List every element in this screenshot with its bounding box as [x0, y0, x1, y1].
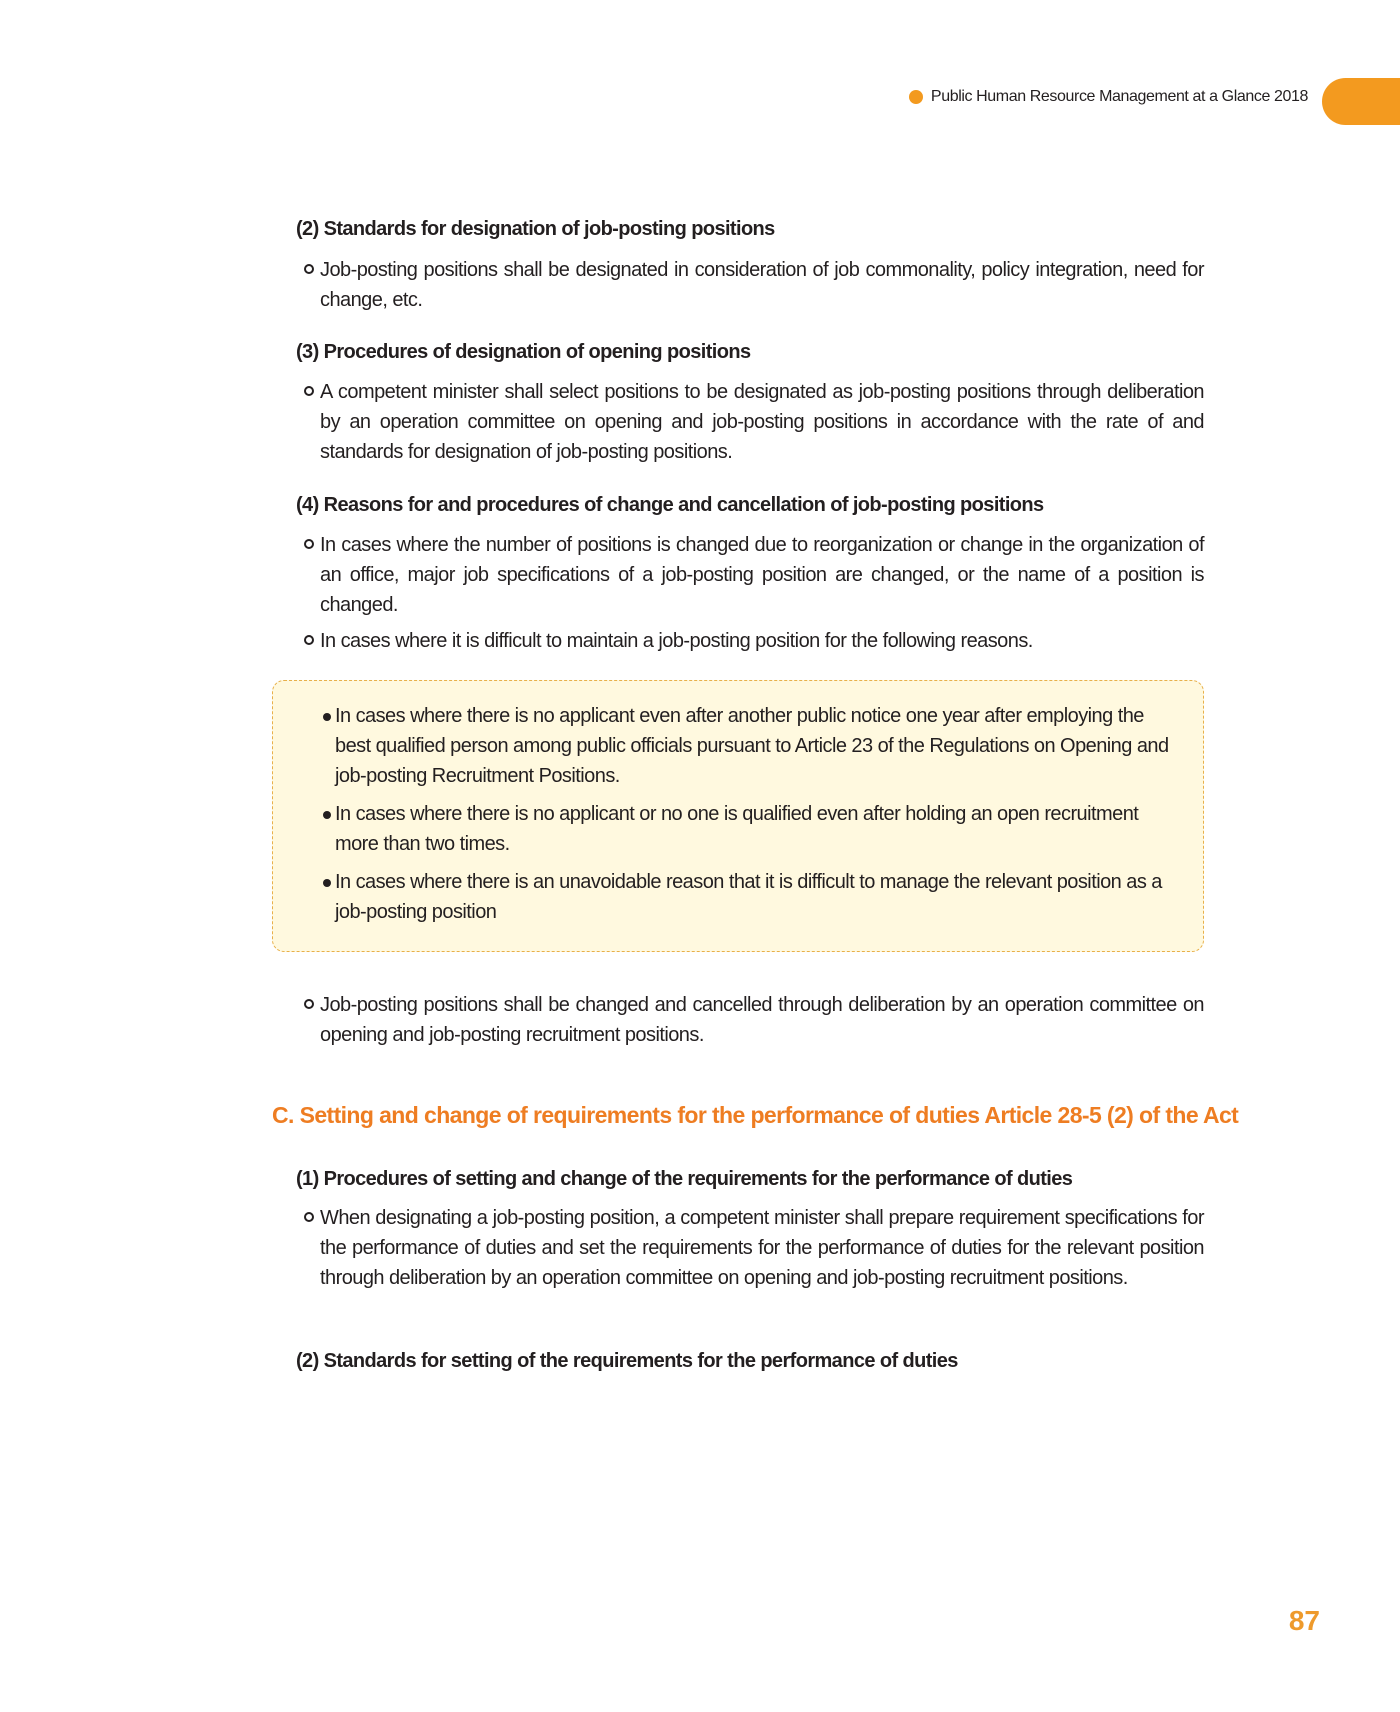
subsection-title-4: (4) Reasons for and procedures of change and cancellation of job-posting positions [296, 494, 1044, 516]
paragraph [304, 377, 1204, 467]
circle-bullet-icon [304, 539, 314, 549]
list-item-text: In cases where there is no applicant or no one is qualified even after holding an open recruitment more than two times. [335, 803, 1139, 855]
paragraph-text: In cases where it is difficult to maintain a job-posting position for the following reasons. [320, 630, 1033, 652]
bullet-dot-icon [323, 713, 331, 721]
subsection-title-c2: (2) Standards for setting of the requirements for the performance of duties [296, 1350, 958, 1372]
paragraph [304, 530, 1204, 620]
subsection-title-2: (2) Standards for designation of job-posting positions [296, 218, 775, 240]
paragraph-text: In cases where the number of positions is changed due to reorganization or change in the organization of an office, major job specifications of a job-posting position are changed, or the name of a position is changed. [320, 534, 1204, 616]
paragraph [304, 990, 1204, 1050]
paragraph [304, 1203, 1204, 1293]
list-item-text: In cases where there is no applicant even after another public notice one year after employing the best qualified person among public officials pursuant to Article 23 of the Regulations on Opening and job-posting Recruitment Positions. [335, 705, 1169, 787]
list-item [323, 799, 1183, 859]
circle-bullet-icon [304, 1212, 314, 1222]
list-item [323, 701, 1183, 791]
bullet-dot-icon [323, 879, 331, 887]
orange-dot-icon [909, 90, 923, 104]
list-item [323, 867, 1183, 927]
circle-bullet-icon [304, 999, 314, 1009]
subsection-title-c1: (1) Procedures of setting and change of the requirements for the performance of duties [296, 1168, 1073, 1190]
circle-bullet-icon [304, 386, 314, 396]
paragraph [304, 626, 1204, 656]
bullet-dot-icon [323, 811, 331, 819]
circle-bullet-icon [304, 635, 314, 645]
paragraph-text: Job-posting positions shall be changed and cancelled through deliberation by an operation committee on opening and job-posting recruitment positions. [320, 994, 1204, 1046]
paragraph-text: A competent minister shall select positions to be designated as job-posting positions through deliberation by an operation committee on opening and job-posting positions in accordance with the rate of and standards for designation of job-posting positions. [320, 381, 1204, 463]
paragraph-text: When designating a job-posting position, a competent minister shall prepare requirement specifications for the performance of duties and set the requirements for the performance of duties for the relevant position through deliberation by an operation committee on opening and job-posting recruitment positions. [320, 1207, 1204, 1289]
circle-bullet-icon [304, 264, 314, 274]
page-number: 87 [1288, 1605, 1320, 1636]
running-header [909, 88, 1308, 106]
chapter-tab [1322, 78, 1400, 125]
subsection-title-3: (3) Procedures of designation of opening positions [296, 341, 751, 363]
paragraph [304, 255, 1204, 315]
running-title: Public Human Resource Management at a Glance 2018 [930, 88, 1308, 105]
list-item-text: In cases where there is an unavoidable reason that it is difficult to manage the relevant position as a job-posting position [335, 871, 1162, 923]
highlight-box [272, 680, 1204, 952]
paragraph-text: Job-posting positions shall be designated in consideration of job commonality, policy integration, need for change, etc. [320, 259, 1204, 311]
section-c-title: C. Setting and change of requirements for the performance of duties Article 28-5 (2) of the Act [272, 1102, 1239, 1128]
